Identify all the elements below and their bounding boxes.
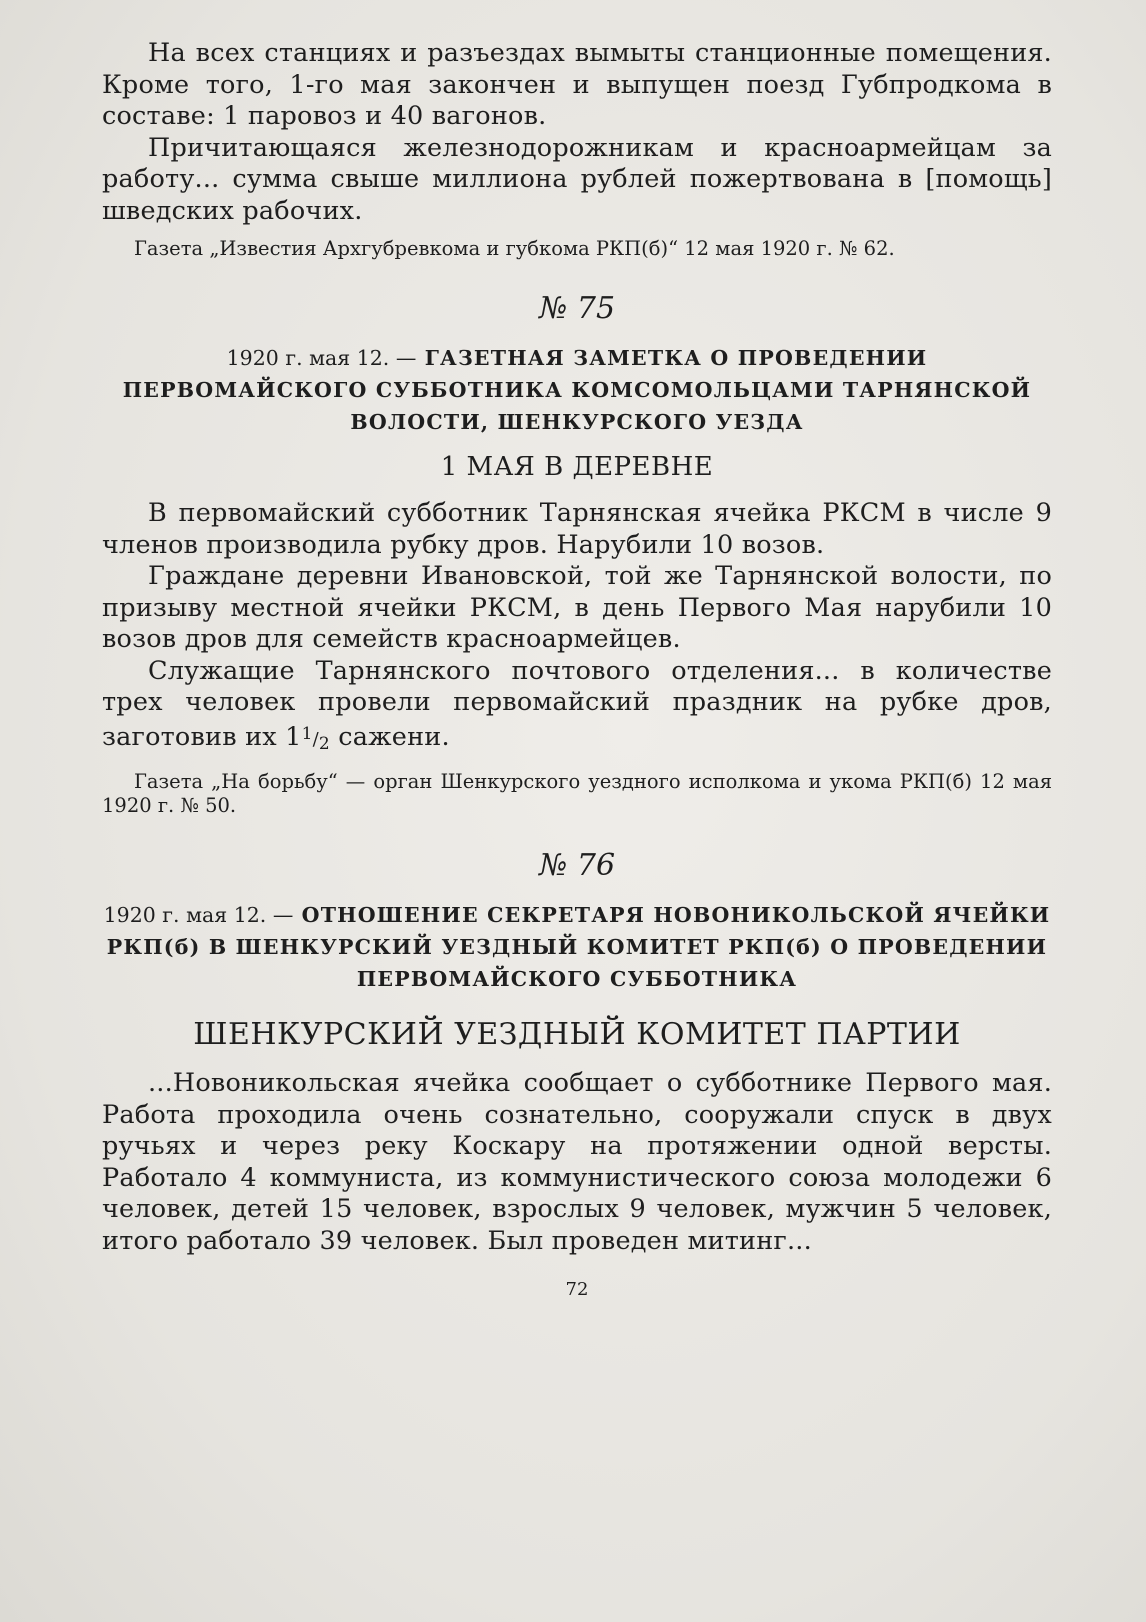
intro-section: [102, 38, 1052, 227]
document-75-heading: [102, 342, 1052, 438]
fraction-denominator: 2: [318, 733, 330, 754]
document-75-body: [102, 498, 1052, 760]
document-75-paragraph: Граждане деревни Ивановской, той же Тарнянской волости, по призыву местной ячейки РКСМ, в день Первого Мая нарубили 10 возов дров для семейств красноармейцев.: [102, 561, 1052, 654]
page-number: 72: [565, 1279, 589, 1300]
intro-source-citation: Газета „Известия Архгубревкома и губкома РКП(б)“ 12 мая 1920 г. № 62.: [134, 237, 895, 260]
document-76-title: ШЕНКУРСКИЙ УЕЗДНЫЙ КОМИТЕТ ПАРТИИ: [193, 1017, 961, 1052]
document-75-title: 1 МАЯ В ДЕРЕВНЕ: [440, 452, 714, 482]
intro-paragraph: Причитающаяся железнодорожникам и красноармейцам за работу... сумма свыше миллиона рублей пожертвована в [помощь] шведских рабочих.: [102, 132, 1052, 226]
fraction-numerator: 1: [301, 723, 313, 744]
document-75-heading-text: ГАЗЕТНАЯ ЗАМЕТКА О ПРОВЕДЕНИИ ПЕРВОМАЙСКОГО СУББОТНИКА КОМСОМОЛЬЦАМИ ТАРНЯНСКОЙ ВОЛОСТИ, ШЕНКУРСКОГО УЕЗДА: [122, 346, 1032, 434]
document-75-source-citation: Газета „На борьбу“ — орган Шенкурского уездного исполкома и укома РКП(б) 12 мая 1920 г. № 50.: [102, 770, 1052, 817]
document-number-76: № 76: [538, 848, 616, 883]
document-75-paragraph: В первомайский субботник Тарнянская ячейка РКСМ в числе 9 членов производила рубку дров. Нарубили 10 возов.: [102, 498, 1052, 560]
document-76-body: [102, 1068, 1052, 1257]
document-75-date: 1920 г. мая 12. —: [226, 346, 417, 370]
document-76-paragraph: ...Новоникольская ячейка сообщает о субботнике Первого мая. Работа проходила очень сознательно, сооружали спуск в двух ручьях и через реку Коскару на протяжении одной версты. Работало 4 коммуниста, из коммунистического союза молодежи 6 человек, детей 15 человек, взрослых 9 человек, мужчин 5 человек, итого работало 39 человек. Был проведен митинг...: [102, 1068, 1052, 1256]
document-76-date: 1920 г. мая 12. —: [103, 903, 294, 927]
document-number-75: № 75: [538, 291, 616, 326]
document-76-heading-text: ОТНОШЕНИЕ СЕКРЕТАРЯ НОВОНИКОЛЬСКОЙ ЯЧЕЙКИ РКП(б) В ШЕНКУРСКИЙ УЕЗДНЫЙ КОМИТЕТ РКП(б) О ПРОВЕДЕНИИ ПЕРВОМАЙСКОГО СУББОТНИКА: [106, 903, 1051, 991]
intro-paragraph: На всех станциях и разъездах вымыты станционные помещения. Кроме того, 1-го мая закончен и выпущен поезд Губпродкома в составе: 1 паровоз и 40 вагонов.: [102, 38, 1052, 131]
document-75-paragraph: Служащие Тарнянского почтового отделения... в количестве трех человек провели первомайский праздник на рубке дров, заготовив их $1^1/2$ сажени.: [102, 655, 1052, 754]
document-76-heading: [102, 899, 1052, 995]
